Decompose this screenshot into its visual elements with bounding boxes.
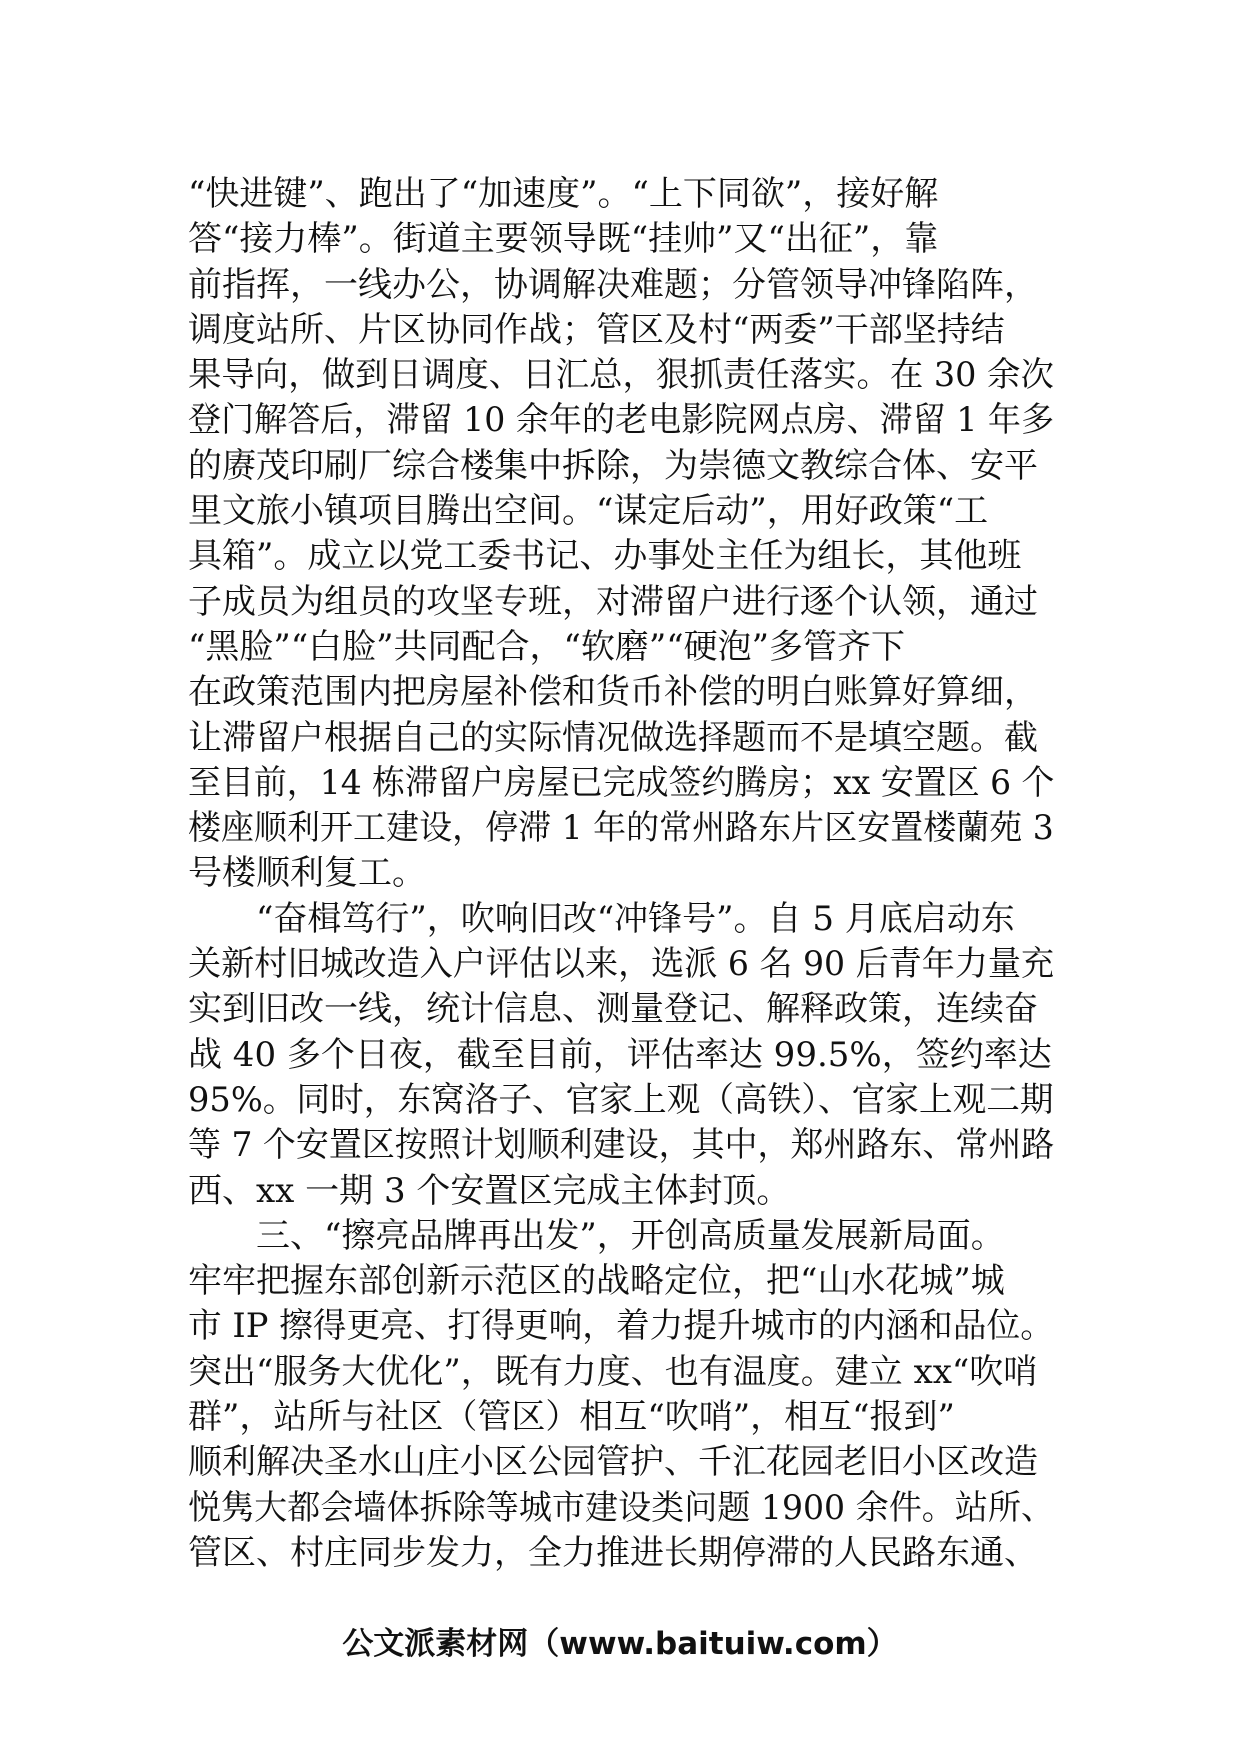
text-line: 顺利解决圣水山庄小区公园管护、千汇花园老旧小区改造 bbox=[188, 1442, 1038, 1483]
text-line: 悦隽大都会墙体拆除等城市建设类问题 1900 余件。站所、 bbox=[188, 1487, 1055, 1528]
footer-watermark: 公文派素材网（www.baituiw.com） bbox=[342, 1626, 898, 1662]
text-line: 市 IP 擦得更亮、打得更响，着力提升城市的内涵和品位。 bbox=[188, 1306, 1054, 1347]
text-line: 调度站所、片区协同作战；管区及村“两委”干部坚持结 bbox=[188, 309, 1005, 350]
body-text bbox=[188, 172, 1054, 1576]
text-line: 具箱”。成立以党工委书记、办事处主任为组长，其他班 bbox=[188, 536, 1022, 577]
text-line: “奋楫笃行”，吹响旧改“冲锋号”。自 5 月底启动东 bbox=[188, 898, 1015, 939]
text-line: 号楼顺利复工。 bbox=[188, 853, 426, 894]
text-line: 95%。同时，东窝洛子、官家上观（高铁）、官家上观二期 bbox=[188, 1079, 1054, 1120]
text-line: 三、“擦亮品牌再出发”，开创高质量发展新局面。 bbox=[188, 1215, 1005, 1256]
text-line: 让滞留户根据自己的实际情况做选择题而不是填空题。截 bbox=[188, 717, 1038, 758]
text-line: 突出“服务大优化”，既有力度、也有温度。建立 xx“吹哨 bbox=[188, 1351, 1038, 1392]
text-line: 至目前，14 栋滞留户房屋已完成签约腾房；xx 安置区 6 个 bbox=[188, 762, 1055, 803]
text-line: 实到旧改一线，统计信息、测量登记、解释政策，连续奋 bbox=[188, 989, 1038, 1030]
text-line: 牢牢把握东部创新示范区的战略定位，把“山水花城”城 bbox=[188, 1261, 1005, 1302]
text-line: 战 40 多个日夜，截至目前，评估率达 99.5%，签约率达 bbox=[188, 1034, 1052, 1075]
text-line: “黑脸”“白脸”共同配合，“软磨”“硬泡”多管齐下 bbox=[188, 626, 906, 667]
text-line: 群”，站所与社区（管区）相互“吹哨”，相互“报到” bbox=[188, 1397, 955, 1438]
text-line: 西、xx 一期 3 个安置区完成主体封顶。 bbox=[188, 1170, 791, 1211]
text-line: 等 7 个安置区按照计划顺利建设，其中，郑州路东、常州路 bbox=[188, 1125, 1055, 1166]
text-line: 管区、村庄同步发力，全力推进长期停滞的人民路东通、 bbox=[188, 1532, 1038, 1573]
text-line: 子成员为组员的攻坚专班，对滞留户进行逐个认领，通过 bbox=[188, 581, 1038, 622]
text-line: 楼座顺利开工建设，停滞 1 年的常州路东片区安置楼蘭苑 3 bbox=[188, 808, 1054, 849]
text-line: 登门解答后，滞留 10 余年的老电影院网点房、滞留 1 年多 bbox=[188, 400, 1055, 441]
text-line: 果导向，做到日调度、日汇总，狠抓责任落实。在 30 余次 bbox=[188, 355, 1054, 396]
text-line: 的赓茂印刷厂综合楼集中拆除，为崇德文教综合体、安平 bbox=[188, 445, 1038, 486]
text-line: 前指挥，一线办公，协调解决难题；分管领导冲锋陷阵， bbox=[188, 264, 1038, 305]
text-line: 答“接力棒”。街道主要领导既“挂帅”又“出征”，靠 bbox=[188, 219, 939, 260]
text-line: 关新村旧城改造入户评估以来，选派 6 名 90 后青年力量充 bbox=[188, 944, 1055, 985]
text-line: 里文旅小镇项目腾出空间。“谋定后动”，用好政策“工 bbox=[188, 491, 989, 532]
text-line: 在政策范围内把房屋补偿和货币补偿的明白账算好算细， bbox=[188, 672, 1038, 713]
text-line: “快进键”、跑出了“加速度”。“上下同欲”，接好解 bbox=[188, 174, 939, 214]
